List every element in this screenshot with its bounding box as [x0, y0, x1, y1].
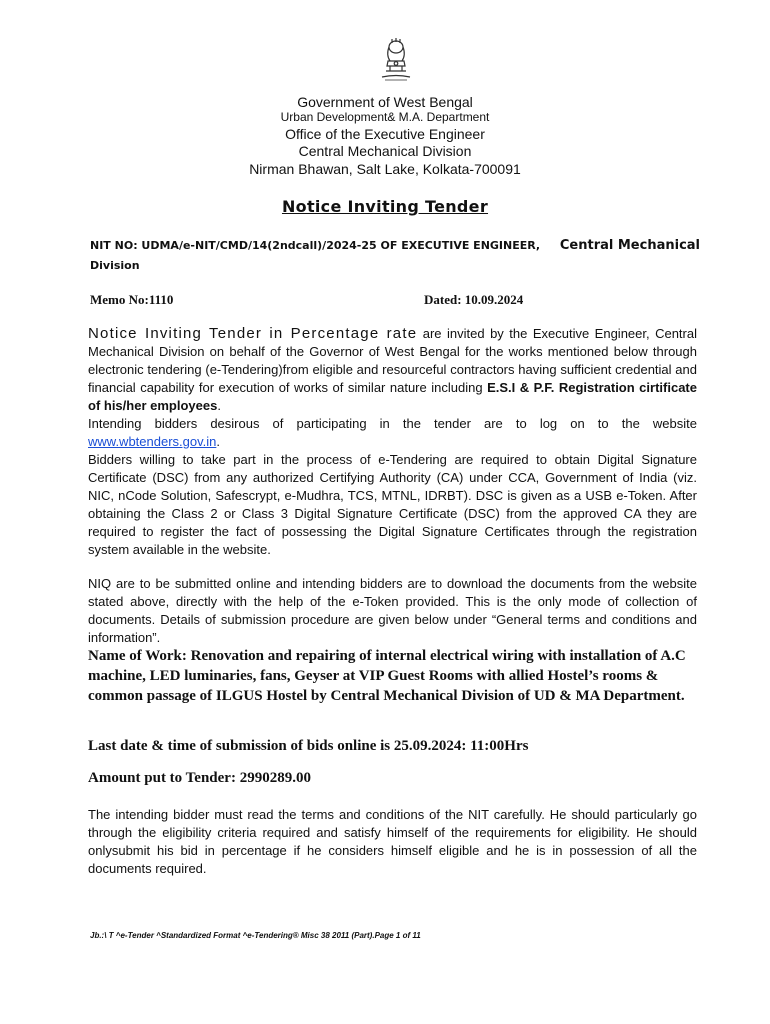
esi-pf-requirement: E.S.I & P.F. Registration cirtificate of his/her employees	[88, 380, 697, 413]
link-period: .	[216, 434, 220, 449]
memo-date: Dated: 10.09.2024	[424, 292, 524, 307]
address-heading: Nirman Bhawan, Salt Lake, Kolkata-700091	[249, 161, 521, 177]
memo-number: Memo No:1110	[90, 292, 174, 307]
intro-lead: Notice Inviting Tender in Percentage rate	[88, 325, 418, 342]
department-heading: Urban Development& M.A. Department	[280, 110, 490, 124]
intro-text: are invited by the Executive Engineer, Central Mechanical Division on behalf of the Governor of West Bengal for the works mentioned below through electronic tendering (e-Tendering)from eligible and resourceful contractors having sufficient credential and financial capability for execution of works of similar nature including	[88, 326, 697, 395]
dsc-instruction: Bidders willing to take part in the process of e-Tendering are required to obtain Digital Signature Certificate (DSC) from any authorized Certifying Authority (CA) under CCA, Government of India (viz. NIC, nCode Solution, Safescrypt, e-Mudhra, TCS, MTNL, IDRBT). DSC is given as a USB e-Token. After obtaining the Class 2 or Class 3 Digital Signature Certificate (DSC) from the approved CA they are required to register the fact of possessing the Digital Signature Certificates through the registration system available in the website.	[88, 452, 697, 557]
nit-number	[90, 236, 700, 276]
last-date: Last date & time of submission of bids online is 25.09.2024: 11:00Hrs	[88, 738, 529, 754]
intro-period: .	[217, 398, 221, 413]
login-instruction: Intending bidders desirous of participating in the tender are to log on to the website	[88, 416, 697, 431]
eligibility-paragraph: The intending bidder must read the terms and conditions of the NIT carefully. He should particularly go through the eligibility criteria required and satisfy himself of the requirements for eligibility. He should onlysubmit his bid in percentage if he considers himself eligible and he is in possession of all the documents required.	[88, 807, 697, 876]
state-emblem-icon	[372, 35, 420, 83]
name-of-work: Name of Work: Renovation and repairing of internal electrical wiring with installation of A.C machine, LED luminaries, fans, Geyser at VIP Guest Rooms with allied Hostel’s rooms & common passage of ILGUS Hostel by Central Mechanical Division of UD & MA Department.	[88, 648, 686, 704]
nit-number-text: NIT NO: UDMA/e-NIT/CMD/14(2ndcall)/2024-25 OF EXECUTIVE ENGINEER,	[90, 239, 541, 252]
nit-division-text: Central Mechanical	[559, 238, 700, 253]
division-heading: Central Mechanical Division	[298, 143, 472, 159]
tender-amount: Amount put to Tender: 2990289.00	[88, 770, 311, 786]
office-heading: Office of the Executive Engineer	[285, 126, 485, 142]
government-heading: Government of West Bengal	[297, 94, 473, 110]
niq-paragraph: NIQ are to be submitted online and intending bidders are to download the documents from the website stated above, directly with the help of the e-Token provided. This is the only mode of collection of documents. Details of submission procedure are given below under “General terms and conditions and information”.	[88, 576, 697, 645]
wbtenders-link[interactable]: www.wbtenders.gov.in	[88, 434, 217, 449]
page-footer: Jb.:\ T ^e-Tender ^Standardized Format ^e-Tendering® Misc 38 2011 (Part).Page 1 of 11	[90, 931, 421, 940]
document-title: Notice Inviting Tender	[281, 197, 489, 216]
intro-paragraph	[88, 325, 697, 559]
nit-division-tail: Division	[90, 259, 140, 272]
